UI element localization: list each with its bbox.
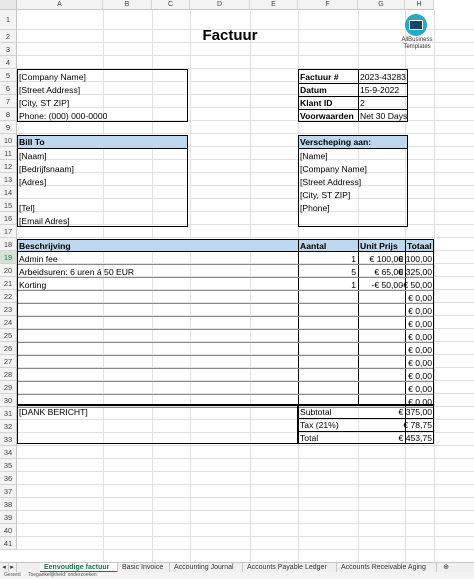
ship-to-line-2[interactable]: [Company Name]	[300, 163, 367, 174]
sheet-tab-2[interactable]: Basic Invoice	[118, 563, 170, 573]
allbusiness-logo-icon	[405, 14, 427, 36]
row-header-21[interactable]: 21	[0, 277, 17, 290]
row-header-35[interactable]: 35	[0, 459, 17, 472]
item-total-5: € 0,00	[408, 305, 432, 316]
ship-to-line-4[interactable]: [City, ST ZIP]	[300, 189, 351, 200]
totals-label-1: Subtotal	[300, 406, 332, 417]
company-city[interactable]: [City, ST ZIP]	[19, 97, 70, 108]
sheet-tab-1[interactable]: Eenvoudige factuur	[40, 563, 118, 573]
row-header-9[interactable]: 9	[0, 121, 17, 134]
status-ready: Gereed	[4, 572, 21, 578]
item-total-8: € 0,00	[408, 344, 432, 355]
row-header-8[interactable]: 8	[0, 108, 17, 121]
row-header-1[interactable]: 1	[0, 10, 17, 30]
items-table-border	[17, 239, 434, 405]
terms-label: Voorwaarden	[300, 110, 354, 121]
totals-value-3: € 453,75	[398, 432, 432, 443]
row-header-24[interactable]: 24	[0, 316, 17, 329]
item-total-6: € 0,00	[408, 318, 432, 329]
row-header-41[interactable]: 41	[0, 537, 17, 550]
terms-value[interactable]: Net 30 Days	[360, 110, 408, 121]
row-header-39[interactable]: 39	[0, 511, 17, 524]
row-header-34[interactable]: 34	[0, 446, 17, 459]
item-desc-1[interactable]: Admin fee	[19, 253, 58, 264]
row-header-3[interactable]: 3	[0, 43, 17, 56]
bill-to-line-1[interactable]: [Naam]	[19, 150, 47, 161]
item-desc-2[interactable]: Arbeidsuren: 6 uren á 50 EUR	[19, 266, 135, 277]
invoice-date-value[interactable]: 15-9-2022	[360, 84, 400, 95]
item-total-10: € 0,00	[408, 370, 432, 381]
bill-to-line-5[interactable]: [Tel]	[19, 202, 35, 213]
ship-to-line-1[interactable]: [Name]	[300, 150, 328, 161]
invoice-number-value[interactable]: 2023-43283	[360, 71, 406, 82]
column-header-g[interactable]: G	[358, 0, 405, 10]
item-total-2: € 325,00	[398, 266, 432, 277]
scroll-tabs-right-icon[interactable]: ▸	[8, 563, 17, 573]
sheet-tab-3[interactable]: Accounting Journal	[170, 563, 243, 573]
row-header-12[interactable]: 12	[0, 160, 17, 173]
column-header-c[interactable]: C	[152, 0, 190, 10]
customer-id-value[interactable]: 2	[360, 97, 365, 108]
item-price-2[interactable]: € 65,00	[374, 266, 403, 277]
item-price-1[interactable]: € 100,00	[369, 253, 403, 264]
row-header-2[interactable]: 2	[0, 30, 17, 43]
row-header-26[interactable]: 26	[0, 342, 17, 355]
row-header-20[interactable]: 20	[0, 264, 17, 277]
ship-to-line-5[interactable]: [Phone]	[300, 202, 330, 213]
row-header-14[interactable]: 14	[0, 186, 17, 199]
column-header-e[interactable]: E	[250, 0, 298, 10]
item-qty-1[interactable]: 1	[351, 253, 356, 264]
thank-you-message[interactable]: [DANK BERICHT]	[19, 406, 88, 417]
bill-to-line-6[interactable]: [Email Adres]	[19, 215, 70, 226]
row-header-40[interactable]: 40	[0, 524, 17, 537]
row-header-32[interactable]: 32	[0, 420, 17, 433]
item-total-1: € 100,00	[398, 253, 432, 264]
row-header-15[interactable]: 15	[0, 199, 17, 212]
invoice-title: Factuur	[202, 27, 258, 44]
row-header-37[interactable]: 37	[0, 485, 17, 498]
items-header-desc: Beschrijving	[19, 240, 71, 251]
scroll-tabs-left-icon[interactable]: ◂	[0, 563, 9, 573]
totals-value-2: € 78,75	[403, 419, 432, 430]
item-total-3: -€ 50,00	[400, 279, 432, 290]
row-header-28[interactable]: 28	[0, 368, 17, 381]
sheet-tab-5[interactable]: Accounts Receivable Aging	[337, 563, 437, 573]
select-all-corner[interactable]	[0, 0, 17, 10]
row-header-18[interactable]: 18	[0, 238, 17, 251]
row-header-22[interactable]: 22	[0, 290, 17, 303]
item-price-3[interactable]: -€ 50,00	[371, 279, 403, 290]
totals-value-1: € 375,00	[398, 406, 432, 417]
company-name[interactable]: [Company Name]	[19, 71, 86, 82]
row-header-6[interactable]: 6	[0, 82, 17, 95]
row-header-7[interactable]: 7	[0, 95, 17, 108]
bill-to-line-4[interactable]	[17, 188, 187, 201]
row-header-13[interactable]: 13	[0, 173, 17, 186]
column-header-f[interactable]: F	[298, 0, 358, 10]
row-header-25[interactable]: 25	[0, 329, 17, 342]
item-total-4: € 0,00	[408, 292, 432, 303]
items-header-qty: Aantal	[300, 240, 327, 251]
totals-label-3: Total	[300, 432, 319, 443]
column-header-a[interactable]: A	[17, 0, 103, 10]
row-header-11[interactable]: 11	[0, 147, 17, 160]
item-total-9: € 0,00	[408, 357, 432, 368]
row-header-17[interactable]: 17	[0, 225, 17, 238]
accessibility-status[interactable]: Toegankelijkheid: onderzoeken	[28, 572, 97, 578]
status-bar	[0, 572, 474, 579]
bill-to-header: Bill To	[19, 137, 45, 147]
thanks-box	[17, 405, 298, 444]
row-header-19[interactable]: 19	[0, 251, 17, 264]
row-header-33[interactable]: 33	[0, 433, 17, 446]
company-phone[interactable]: Phone: (000) 000-0000	[19, 110, 108, 121]
item-total-11: € 0,00	[408, 383, 432, 394]
company-street[interactable]: [Street Address]	[19, 84, 81, 95]
bill-to-line-2[interactable]: [Bedrijfsnaam]	[19, 163, 74, 174]
row-header-4[interactable]: 4	[0, 56, 17, 69]
row-header-27[interactable]: 27	[0, 355, 17, 368]
row-header-16[interactable]: 16	[0, 212, 17, 225]
item-desc-3[interactable]: Korting	[19, 279, 47, 290]
row-header-38[interactable]: 38	[0, 498, 17, 511]
column-header-b[interactable]: B	[103, 0, 152, 10]
row-header-31[interactable]: 31	[0, 407, 17, 420]
item-total-12: € 0,00	[408, 396, 432, 407]
row-header-36[interactable]: 36	[0, 472, 17, 485]
item-qty-2[interactable]: 5	[351, 266, 356, 277]
row-header-5[interactable]: 5	[0, 69, 17, 82]
item-total-7: € 0,00	[408, 331, 432, 342]
column-header-d[interactable]: D	[190, 0, 250, 10]
bill-to-line-3[interactable]: [Adres]	[19, 176, 47, 187]
invoice-date-label: Datum	[300, 84, 327, 95]
items-header-total: Totaal	[407, 240, 432, 251]
ship-to-line-3[interactable]: [Street Address]	[300, 176, 362, 187]
item-qty-3[interactable]: 1	[351, 279, 356, 290]
logo-text: AllBusiness Templates	[401, 37, 433, 50]
invoice-number-label: Factuur #	[300, 71, 339, 82]
sheet-tab-4[interactable]: Accounts Payable Ledger	[243, 563, 337, 573]
row-header-30[interactable]: 30	[0, 394, 17, 407]
row-header-23[interactable]: 23	[0, 303, 17, 316]
add-sheet-icon[interactable]: ⊕	[443, 564, 449, 571]
totals-label-2: Tax (21%)	[300, 419, 339, 430]
items-header-price: Unit Prijs	[360, 240, 398, 251]
row-header-29[interactable]: 29	[0, 381, 17, 394]
row-header-10[interactable]: 10	[0, 134, 17, 147]
column-header-h[interactable]: H	[405, 0, 434, 10]
customer-id-label: Klant ID	[300, 97, 333, 108]
ship-to-header: Verscheping aan:	[300, 137, 372, 147]
